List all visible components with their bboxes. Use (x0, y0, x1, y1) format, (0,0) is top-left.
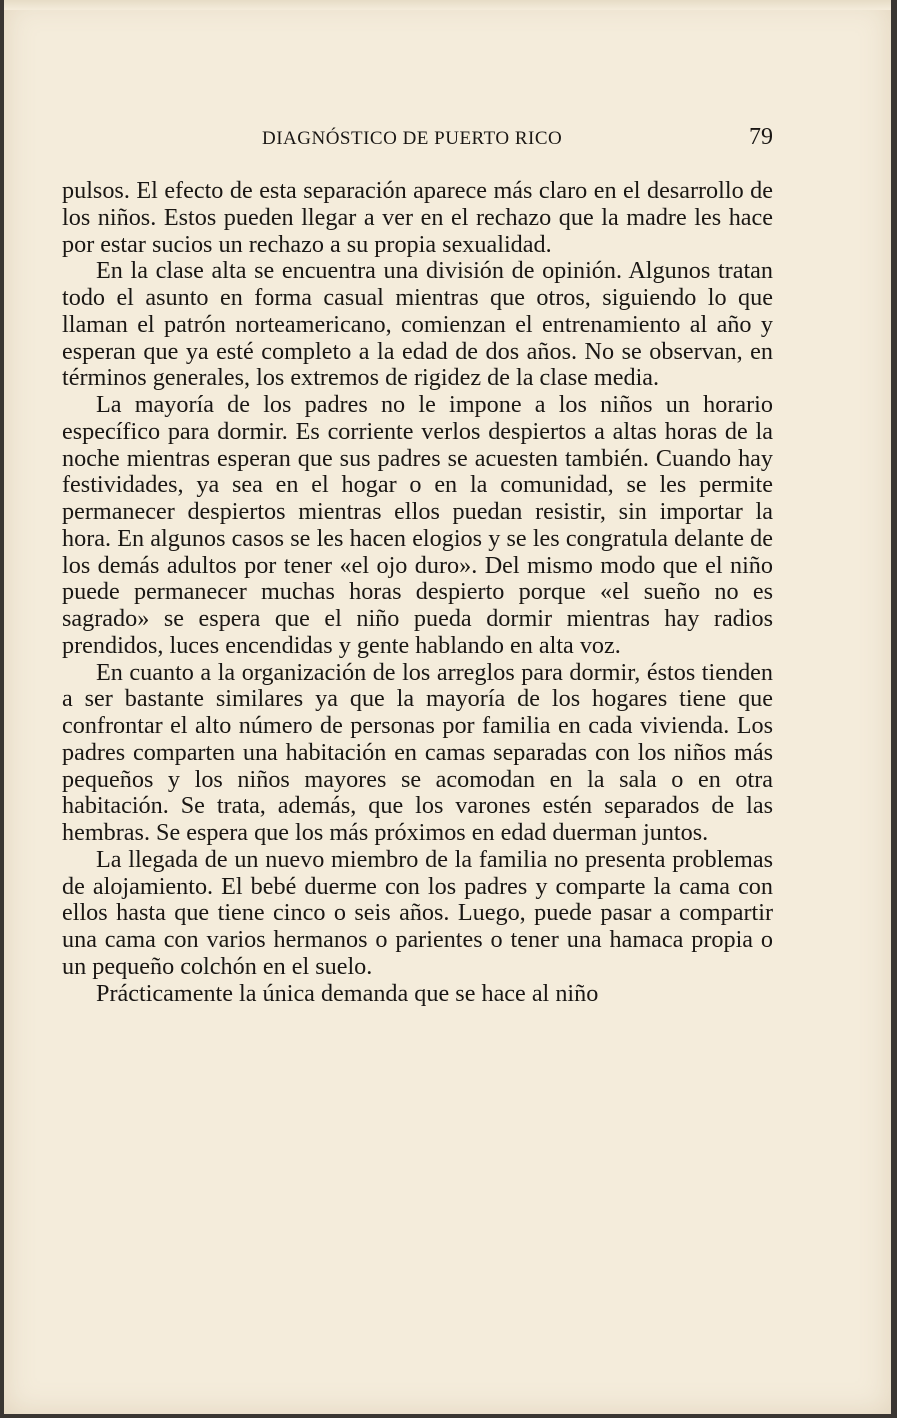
paragraph: En la clase alta se encuentra una división de opinión. Algunos tratan todo el asunto en forma casual mientras que otros, siguiendo lo que llaman el patrón norteamericano, comienzan el entrenamiento al año y esperan que ya esté completo a la edad de dos años. No se observan, en términos generales, los extremos de rigidez de la clase media. (62, 257, 773, 392)
page-number: 79 (749, 124, 773, 150)
paragraph: La mayoría de los padres no le impone a los niños un horario específico para dormir. Es corriente verlos despiertos a altas horas de la noche mientras esperan que sus padres se acuesten también. Cuando hay festividades, ya sea en el hogar o en la comunidad, se les permite permanecer despiertos mientras ellos puedan resistir, sin importar la hora. En algunos casos se les hacen elogios y se les congratula delante de los demás adultos por tener «el ojo duro». Del mismo modo que el niño puede permanecer muchas horas despierto porque «el sueño no es sagrado» se espera que el niño pueda dormir mientras hay radios prendidos, luces encendidas y gente hablando en alta voz. (62, 391, 773, 659)
book-page (4, 0, 891, 1414)
paragraph: Prácticamente la única demanda que se hace al niño (96, 979, 599, 1007)
paragraph: La llegada de un nuevo miembro de la familia no presenta problemas de alojamiento. El bebé duerme con los padres y comparte la cama con ellos hasta que tiene cinco o seis años. Luego, puede pasar a compartir una cama con varios hermanos o parientes o tener una hamaca propia o un pequeño colchón en el suelo. (62, 845, 773, 980)
paragraph: En cuanto a la organización de los arreglos para dormir, éstos tienden a ser bastante similares ya que la mayoría de los hogares tiene que confrontar el alto número de personas por familia en cada vivienda. Los padres comparten una habitación en camas separadas con los niños más pequeños y los niños mayores se acomodan en la sala o en otra habitación. Se trata, además, que los varones estén separados de las hembras. Se espera que los más próximos en edad duerman juntos. (62, 658, 773, 846)
paragraph: pulsos. El efecto de esta separación aparece más claro en el desarrollo de los niños. Estos pueden llegar a ver en el rechazo que la madre les hace por estar sucios un rechazo a su propia sexualidad. (62, 177, 773, 258)
running-title: DIAGNÓSTICO DE PUERTO RICO (262, 128, 563, 149)
body-text (62, 178, 773, 1007)
page-edge (4, 0, 891, 10)
page-header (62, 124, 773, 154)
